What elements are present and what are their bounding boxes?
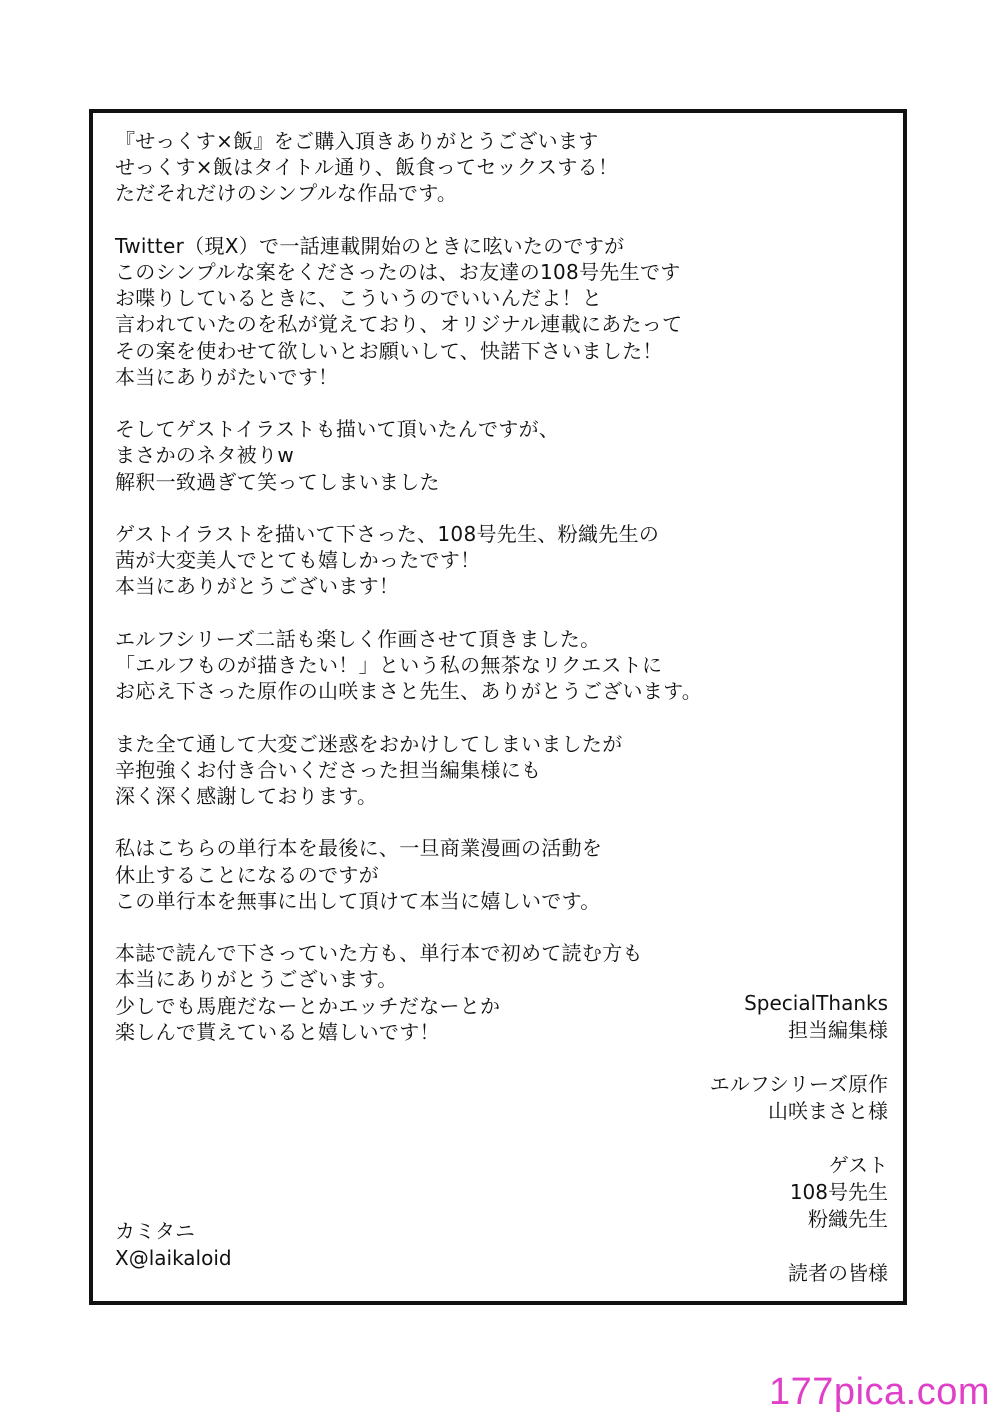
text-line: 本当にありがたいです！ xyxy=(115,364,339,389)
author-handle: X@laikaloid xyxy=(115,1246,232,1270)
paragraph xyxy=(115,940,755,1045)
paragraph xyxy=(115,416,755,495)
text-line: お応え下さった原作の山咲まさと先生、ありがとうございます。 xyxy=(115,679,703,704)
text-line: せっくす×飯はタイトル通り、飯食ってセックスする！ xyxy=(115,155,619,180)
text-line: 本当にありがとうございます。 xyxy=(115,967,398,992)
text-line: 辛抱強くお付き合いくださった担当編集様にも xyxy=(115,757,542,782)
afterword-body xyxy=(115,128,755,1071)
paragraph xyxy=(115,835,755,914)
text-line: まさかのネタ被りw xyxy=(115,443,295,468)
thanks-group xyxy=(710,1152,888,1233)
paragraph xyxy=(115,731,755,810)
text-line: 本誌で読んで下さっていた方も、単行本で初めて読む方も xyxy=(115,941,643,966)
thanks-line: 読者の皆様 xyxy=(788,1261,888,1285)
thanks-line: 山咲まさと様 xyxy=(768,1099,888,1123)
text-line: この単行本を無事に出して頂けて本当に嬉しいです。 xyxy=(115,888,601,913)
text-line: 言われていたのを私が覚えており、オリジナル連載にあたって xyxy=(115,312,683,337)
text-line: 休止することになるのですが xyxy=(115,862,379,887)
thanks-group xyxy=(710,1260,888,1287)
text-line: 「エルフものが描きたい！」という私の無茶なリクエストに xyxy=(115,653,663,677)
thanks-line: エルフシリーズ原作 xyxy=(709,1072,888,1096)
text-line: 『せっくす×飯』をご購入頂きありがとうございます xyxy=(115,129,599,153)
author-name: カミタニ xyxy=(115,1219,195,1243)
text-line: このシンプルな案をくださったのは、お友達の108号先生です xyxy=(115,260,681,284)
text-line: そしてゲストイラストも描いて頂いたんですが、 xyxy=(115,417,560,442)
paragraph xyxy=(115,521,755,600)
text-line: ゲストイラストを描いて下さった、108号先生、粉織先生の xyxy=(115,522,660,546)
text-line: 解釈一致過ぎて笑ってしまいました xyxy=(115,469,440,494)
text-line: 本当にありがとうございます！ xyxy=(115,574,400,599)
watermark: 177pica.com xyxy=(769,1371,990,1413)
paragraph xyxy=(115,626,755,705)
thanks-group xyxy=(710,990,888,1044)
text-line: 深く深く感謝しております。 xyxy=(115,784,378,808)
thanks-line: ゲスト xyxy=(828,1153,888,1177)
text-line: 少しでも馬鹿だなーとかエッチだなーとか xyxy=(115,993,501,1018)
thanks-line: 108号先生 xyxy=(789,1180,888,1204)
special-thanks xyxy=(710,990,888,1287)
text-line: お喋りしているときに、こういうのでいいんだよ！と xyxy=(115,286,603,311)
thanks-line: 担当編集様 xyxy=(788,1018,888,1042)
text-line: ただそれだけのシンプルな作品です。 xyxy=(115,181,458,206)
text-line: また全て通して大変ご迷惑をおかけしてしまいましたが xyxy=(115,731,623,756)
text-line: Twitter（現X）で一話連載開始のときに呟いたのですが xyxy=(115,233,625,258)
thanks-group xyxy=(710,1071,888,1125)
thanks-line: SpecialThanks xyxy=(744,991,888,1015)
text-line: 私はこちらの単行本を最後に、一旦商業漫画の活動を xyxy=(115,836,603,861)
text-line: エルフシリーズ二話も楽しく作画させて頂きました。 xyxy=(115,626,601,651)
text-line: 茜が大変美人でとても嬉しかったです！ xyxy=(115,548,481,573)
text-line: 楽しんで貰えていると嬉しいです！ xyxy=(115,1019,440,1044)
paragraph xyxy=(115,128,755,207)
thanks-line: 粉織先生 xyxy=(808,1207,888,1231)
author-signature xyxy=(115,1218,232,1272)
paragraph xyxy=(115,233,755,390)
text-line: その案を使わせて欲しいとお願いして、快諾下さいました！ xyxy=(115,338,663,363)
